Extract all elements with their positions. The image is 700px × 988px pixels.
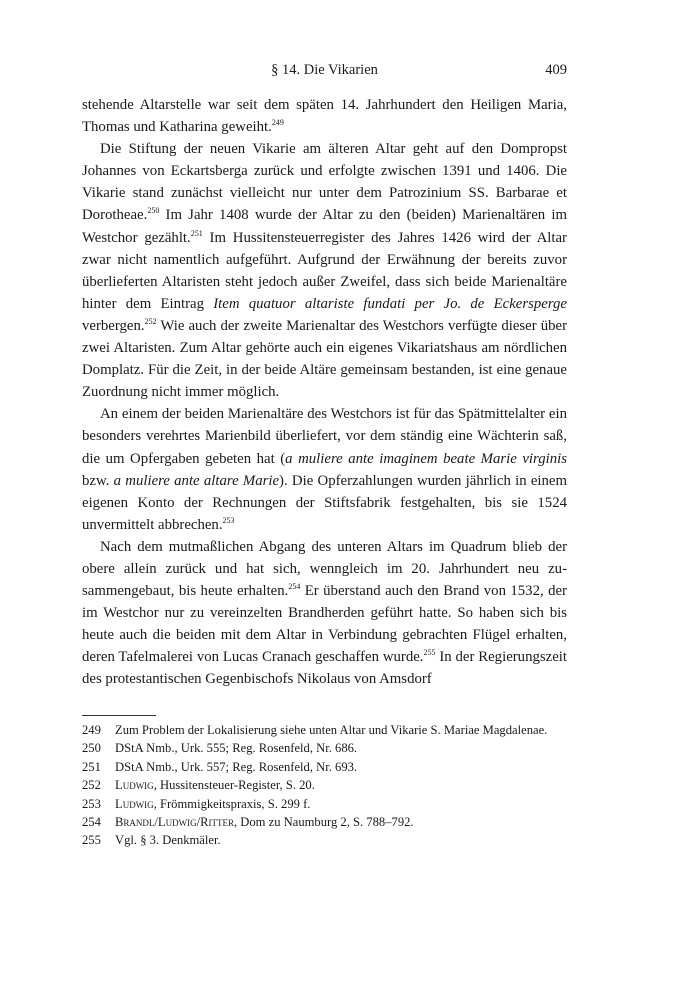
text-run: Vgl. § 3. Denkmäler.	[115, 833, 221, 848]
latin-quote: a muliere ante altare Marie	[113, 472, 280, 489]
footnote-text	[115, 721, 567, 739]
latin-quote: Item quatuor altariste fundati per Jo. de Eckersperge	[213, 295, 567, 312]
text-run: DStA Nmb., Urk. 555; Reg. Rosenfeld, Nr. 686.	[115, 741, 358, 756]
footnote	[82, 831, 567, 849]
paragraph	[82, 94, 567, 138]
main-text	[82, 94, 567, 691]
text-run: DStA Nmb., Urk. 557; Reg. Rosenfeld, Nr. 693.	[115, 759, 358, 774]
author-name: Ludwig	[115, 778, 154, 793]
paragraph	[82, 138, 567, 403]
footnote-number: 250	[82, 741, 101, 756]
footnote-number: 255	[82, 833, 101, 848]
footnote-ref: 251	[190, 228, 203, 238]
author-name: Ludwig	[115, 796, 154, 811]
latin-quote: a muliere ante imaginem beate Marie virginis	[285, 450, 567, 467]
text-run: Er überstand auch den Brand von 1532, der im Westchor nur zu vereinzelten Brandherden geführt hatte. So haben sich bis heute auch die beiden mit dem Altar in Verbindung gebrachten Flügel erhalten, deren Tafelmalerei von Lucas Cranach geschaffen wurde.	[82, 583, 567, 666]
paragraph	[82, 403, 567, 536]
text-run: In der Regierungszeit des protestantischen Gegenbischofs Nikolaus von Amsdorf	[82, 649, 567, 688]
text-run: , Frömmigkeitspraxis, S. 299 f.	[153, 796, 311, 811]
footnote-number: 254	[82, 815, 101, 830]
footnote-ref: 252	[144, 316, 157, 326]
text-run: Die Stiftung der neuen Vikarie am älteren Altar geht auf den Dompropst Johannes von Eckartsberga zurück und erfolgte zwischen 1391 und 1406. Die Vikarie stand zunächst vielleicht nur unter dem Patrozinium SS. Barbarae et Dorotheae.	[82, 141, 567, 224]
footnote	[82, 758, 567, 776]
page-number: 409	[545, 62, 567, 78]
text-run: stehende Altarstelle war seit dem späten 14. Jahrhundert den Heiligen Maria, Thomas und Katharina geweiht.	[82, 97, 567, 136]
footnote	[82, 795, 567, 813]
footnote-ref: 250	[147, 206, 160, 216]
footnote-number: 253	[82, 796, 101, 811]
text-run: Im Jahr 1408 wurde der Altar zu den (beiden) Marienaltären im Westchor gezählt.	[82, 207, 567, 246]
footnote-ref: 253	[222, 515, 235, 525]
running-title: § 14. Die Vikarien	[271, 62, 378, 78]
footnote	[82, 721, 567, 739]
footnote-ref: 249	[271, 118, 284, 128]
footnote-number: 251	[82, 759, 101, 774]
footnote	[82, 813, 567, 831]
footnote	[82, 739, 567, 757]
text-run: Wie auch der zweite Marienaltar des Westchors verfügte dieser über zwei Altaristen. Zum Altar gehörte auch ein eigenes Vikariatshaus am nördlichen Domplatz. Für die Zeit, in der beide Altäre gemeinsam bestanden, ist eine genaue Zuordnung nicht immer möglich.	[82, 317, 567, 401]
footnote-separator	[82, 715, 156, 716]
text-run: ). Die Opferzahlungen wurden jährlich in einem eigenen Konto der Rechnungen der Stiftsfabrik festgehalten, bis sie 1524 unvermittelt abbrechen.	[82, 472, 567, 533]
footnote-ref: 254	[288, 582, 301, 592]
text-run: Nach dem mutmaßlichen Abgang des unteren Altars im Quadrum blieb der obere allein zurück und hat sich, wenngleich im 20. Jahrhundert neu zusammengebaut, bis heute erhalten.	[82, 538, 567, 600]
footnote-text	[115, 758, 567, 776]
text-run: verbergen.	[82, 317, 145, 334]
text-run: Im Hussitensteuerregister des Jahres 1426 wird der Altar zwar nicht namentlich aufgeführt. Aufgrund der Erwähnung der bereits zuvor überlieferten Altaristen steht jedoch außer Zweifel, dass sich beide Marienaltäre hinter dem Eintrag	[82, 229, 567, 312]
text-run: bzw.	[82, 472, 114, 489]
page-header	[82, 62, 567, 82]
footnote-text	[115, 776, 567, 794]
footnote-number: 249	[82, 723, 101, 737]
text-run: An einem der beiden Marienaltäre des Westchors ist für das Spätmittelalter ein besonders verehrtes Marienbild überliefert, vor dem ständig eine Wächterin saß, die um Opfergaben gebeten hat (	[82, 406, 567, 467]
footnotes	[82, 721, 567, 850]
text-run: Zum Problem der Lokalisierung siehe unten Altar und Vikarie S. Mariae Magdalenae.	[115, 723, 548, 737]
footnote-ref: 255	[423, 648, 436, 658]
paragraph	[82, 536, 567, 691]
text-run: , Dom zu Naumburg 2, S. 788–792.	[233, 815, 414, 830]
author-name: Brandl/Ludwig/Ritter	[115, 815, 234, 830]
footnote-text	[115, 813, 567, 831]
footnote	[82, 776, 567, 794]
footnote-text	[115, 831, 567, 849]
footnote-number: 252	[82, 778, 101, 793]
footnote-text	[115, 795, 567, 813]
text-run: , Hussitensteuer-Register, S. 20.	[153, 778, 315, 793]
footnote-text	[115, 739, 567, 757]
